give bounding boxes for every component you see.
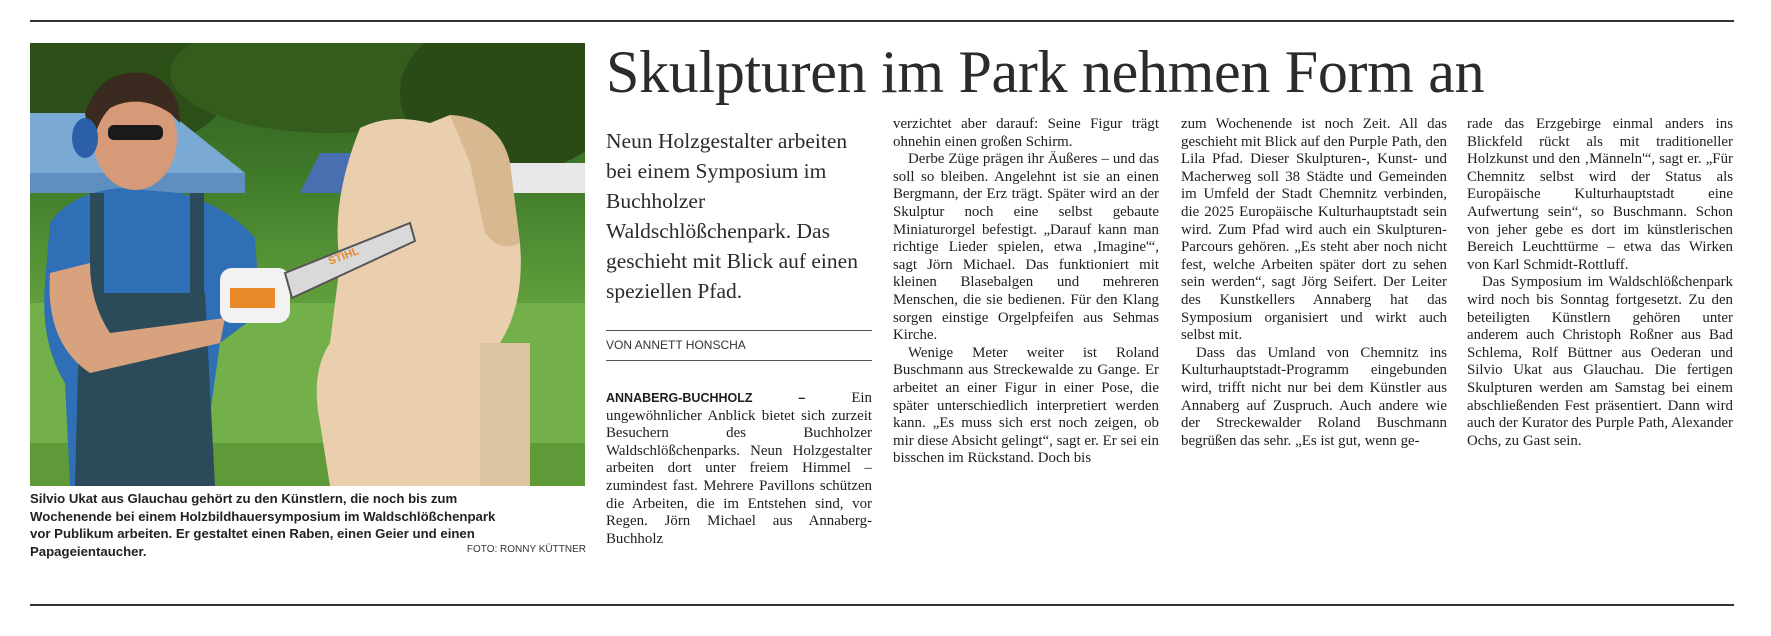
col2-paragraph-2: Derbe Züge prägen ihr Äußeres – und das soll so bleiben. Angelehnt ist sie an einen Bergmann, der Erz trägt. Später wird an der Skulptur noch eine selbst gebaute Miniaturorgel befestigt. „Darauf kann man richtige Lieder spielen, etwa ‚Imagine'“, sagt Jörn Michael. Das funktioniert mit kleinen Blasebalgen und mehreren Menschen, die sie bedienen. Für den Klang sorgen einstige Orgelpfeifen aus Sehmas Kirche. [893,151,1159,344]
dateline: ANNABERG-BUCHHOLZ – [606,391,806,405]
deck: Neun Holzgestalter arbeiten bei einem Symposium im Buchholzer Waldschlößchenpark. Das geschieht mit Blick auf einen speziellen Pfad. [606,129,858,303]
col1-text: Ein ungewöhnlicher Anblick bietet sich zurzeit Besuchern des Buchholzer Waldschlößchenparks. Neun Holzgestalter arbeiten dort unter freiem Himmel – zumindest fast. Mehrere Pavillons schützen die Arbeiten, die im Entstehen sind, vor Regen. Jörn Michael aus Annaberg-Buchholz [606,390,872,547]
col4-paragraph-1: rade das Erzgebirge einmal anders ins Blickfeld rückt als mit traditioneller Holzkunst und den ‚Männeln'“, sagt er. „Für Chemnitz selbst wird der Status als Europäische Kulturhauptstadt eine Aufwertung sein“, so Buschmann. Schon von jeher gebe es dort im künstlerischen Bereich Leuchttürme – etwa das Wirken von Karl Schmidt-Rottluff. [1467,116,1733,273]
headline: Skulpturen im Park nehmen Form an [606,39,1485,105]
photo-caption [30,490,586,560]
col2-paragraph-1: verzichtet aber darauf: Seine Figur trägt ohnehin einen großen Schirm. [893,116,1159,150]
body-column-3 [1181,116,1447,450]
photo-illustration [30,43,585,486]
col2-paragraph-3: Wenige Meter weiter ist Roland Buschmann aus Streckewalde zu Gange. Er arbeitet an einer Figur in einer Pose, die später unterschiedlich interpretiert werden kann. „Es muss sich erst noch zeigen, ob mir diese Absicht gelingt“, sagt er. Er sei ein bisschen im Rückstand. Doch bis [893,344,1159,467]
col4-paragraph-2: Das Symposium im Waldschlößchenpark wird noch bis Sonntag fortgesetzt. Zu den beteiligten Künstlern gehören unter anderem auch Christoph Roßner aus Bad Schlema, Rolf Büttner aus Oederan und Silvio Ukat aus Glauchau. Die fertigen Skulpturen werden am Samstag bei einem abschließenden Fest präsentiert. Dann wird auch der Kurator des Purple Path, Alexander Ochs, zu Gast sein. [1467,274,1733,449]
article-photo [30,43,585,486]
col3-paragraph-1: zum Wochenende ist noch Zeit. All das geschieht mit Blick auf den Purple Path, den Lila Pfad. Dieser Skulpturen-, Kunst- und Macherweg soll 38 Städte und Gemeinden im Umfeld der Stadt Chemnitz verbinden, die 2025 Europäische Kulturhauptstadt sein wird. Zum Pfad wird auch ein Skulpturen-Parcours gehören. „Es steht aber noch nicht fest, welche Arbeiten später dort zu sehen sein werden“, sagt Jörg Seifert. Der Leiter des Kunstkellers Annaberg hat das Symposium organisiert und wirkt auch selbst mit. [1181,116,1447,344]
byline-bottom-rule [606,360,872,361]
bottom-rule [30,604,1734,606]
col3-paragraph-2: Dass das Umland von Chemnitz ins Kulturhauptstadt-Programm eingebunden wird, trifft nicht nur bei dem Künstler aus Annaberg auf Zuspruch. Auch andere wie der Streckewalder Roland Buschmann begrüßen das sehr. „Es ist gut, wenn ge- [1181,344,1447,449]
byline-top-rule [606,330,872,331]
caption-text: Silvio Ukat aus Glauchau gehört zu den Künstlern, die noch bis zum Wochenende bei einem Holzbildhauersymposium im Waldschlößchenpark vor Publikum arbeiten. Er gestaltet einen Raben, einen Geier und einen Papageientaucher. [30,491,496,559]
body-column-2 [893,116,1159,468]
top-rule [30,20,1734,22]
body-column-4 [1467,116,1733,450]
byline: VON ANNETT HONSCHA [606,338,746,352]
chainsaw-brand-label: STIHL [326,245,361,268]
photo-credit: FOTO: RONNY KÜTTNER [466,543,586,555]
body-column-1 [606,390,872,548]
